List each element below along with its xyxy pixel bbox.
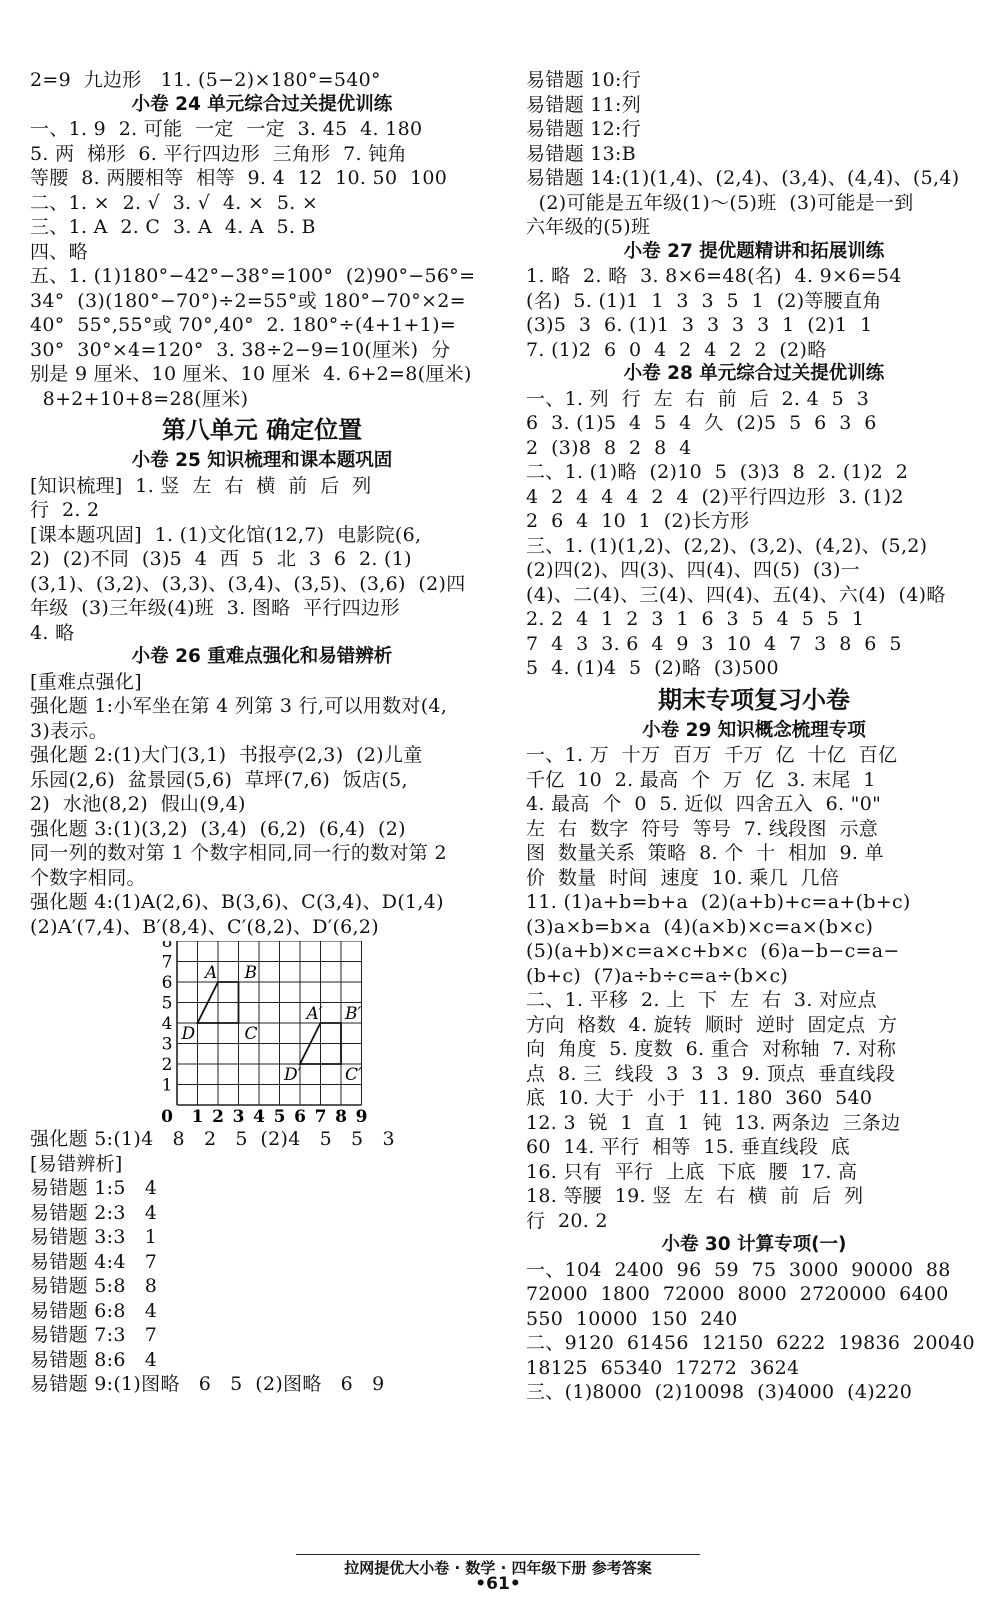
answer-line: 图 数量关系 策略 8. 个 十 相加 9. 单 <box>526 842 884 864</box>
coordinate-grid-figure <box>30 941 494 1123</box>
answer-line: 2) 水池(8,2) 假山(9,4) <box>30 793 246 815</box>
answer-line: 方向 格数 4. 旋转 顺时 逆时 固定点 方 <box>526 1013 898 1036</box>
left-column <box>30 68 494 1397</box>
answer-line: 强化题 3:(1)(3,2) (3,4) (6,2) (6,4) (2) <box>30 817 406 840</box>
answer-line: (2)可能是五年级(1)～(5)班 (3)可能是一到 <box>526 191 914 214</box>
answer-line: 一、1. 9 2. 可能 一定 一定 3. 45 4. 180 <box>30 118 423 140</box>
answer-line: 二、1. × 2. √ 3. √ 4. × 5. × <box>30 191 319 214</box>
answer-line: 5 4. (1)4 5 (2)略 (3)500 <box>526 657 779 679</box>
answer-line: 34° (3)(180°−70°)÷2=55°或 180°−70°×2= <box>30 289 466 312</box>
answer-line: 2. 2 4 1 2 3 1 6 3 5 4 5 5 1 <box>526 608 865 630</box>
section-heading: 小卷 29 知识概念梳理专项 <box>642 719 866 741</box>
answer-line: 72000 1800 72000 8000 2720000 6400 <box>526 1283 949 1305</box>
answer-line: 二、1. (1)略 (2)10 5 (3)3 8 2. (1)2 2 <box>526 461 909 483</box>
point-label: A <box>205 963 218 983</box>
x-tick-label: 0 <box>161 1107 173 1123</box>
answer-line: 行 20. 2 <box>526 1209 608 1232</box>
answer-line: 三、1. A 2. C 3. A 4. A 5. B <box>30 216 316 238</box>
point-label: B′ <box>345 1004 362 1024</box>
answer-line: 16. 只有 平行 上底 下底 腰 17. 高 <box>526 1160 858 1183</box>
x-tick-label: 9 <box>355 1107 368 1123</box>
answer-line: 六年级的(5)班 <box>526 216 651 238</box>
answer-line: 60 14. 平行 相等 15. 垂直线段 底 <box>526 1136 851 1158</box>
answer-line: 三、(1)8000 (2)10098 (3)4000 (4)220 <box>526 1381 913 1403</box>
answer-line: [课本题巩固] 1. (1)文化馆(12,7) 电影院(6, <box>30 523 422 546</box>
answer-line: 易错题 6:8 4 <box>30 1299 158 1322</box>
answer-line: 4 2 4 4 4 2 4 (2)平行四边形 3. (1)2 <box>526 485 904 508</box>
unit-title: 期末专项复习小卷 <box>658 685 850 714</box>
answer-line: 易错题 12:行 <box>526 118 642 140</box>
answer-line: 3)表示。 <box>30 719 109 742</box>
answer-line: (5)(a+b)×c=a×c+b×c (6)a−b−c=a− <box>526 940 900 962</box>
answer-line: 千亿 10 2. 最高 个 万 亿 3. 末尾 1 <box>526 768 876 791</box>
page-number: •61• <box>475 1574 521 1594</box>
answer-line: 向 角度 5. 度数 6. 重合 对称轴 7. 对称 <box>526 1038 897 1060</box>
answer-line: 易错题 7:3 7 <box>30 1324 158 1346</box>
answer-line: 价 数量 时间 速度 10. 乘几 几倍 <box>526 866 840 889</box>
x-tick-label: 3 <box>232 1107 245 1123</box>
answer-line: (2)A′(7,4)、B′(8,4)、C′(8,2)、D′(6,2) <box>30 915 379 938</box>
x-tick-label: 2 <box>212 1107 224 1123</box>
answer-line: 底 10. 大于 小于 11. 180 360 540 <box>526 1087 873 1109</box>
answer-line: 一、1. 列 行 左 右 前 后 2. 4 5 3 <box>526 387 870 410</box>
answer-line: 8+2+10+8=28(厘米) <box>30 387 249 410</box>
answer-line: 12. 3 锐 1 直 1 钝 13. 两条边 三条边 <box>526 1111 901 1134</box>
answer-line: 4. 略 <box>30 621 75 644</box>
unit-title: 第八单元 确定位置 <box>161 416 363 444</box>
answer-line: 乐园(2,6) 盆景园(5,6) 草坪(7,6) 饭店(5, <box>30 768 408 791</box>
answer-line: 五、1. (1)180°−42°−38°=100° (2)90°−56°= <box>30 265 476 287</box>
answer-line: 一、1. 万 十万 百万 千万 亿 十亿 百亿 <box>526 744 898 766</box>
right-column <box>526 68 982 1405</box>
answer-line: 易错题 13:B <box>526 142 636 165</box>
answer-line: 易错题 11:列 <box>526 93 642 116</box>
y-tick-label: 7 <box>161 952 173 973</box>
answer-line: (2)四(2)、四(3)、四(4)、四(5) (3)一 <box>526 559 860 581</box>
answer-line: 4. 最高 个 0 5. 近似 四舍五入 6. "0" <box>526 793 882 815</box>
answer-line: 强化题 1:小军坐在第 4 列第 3 行,可以用数对(4, <box>30 695 448 717</box>
section-heading: 小卷 30 计算专项(一) <box>661 1234 847 1255</box>
x-tick-label: 1 <box>191 1107 204 1123</box>
answer-line: 一、104 2400 96 59 75 3000 90000 88 <box>526 1258 951 1281</box>
answer-line: 二、1. 平移 2. 上 下 左 右 3. 对应点 <box>526 989 877 1011</box>
section-heading: 小卷 27 提优题精讲和拓展训练 <box>623 240 885 262</box>
grid-svg <box>30 941 494 1123</box>
y-tick-label: 3 <box>161 1034 173 1055</box>
answer-line: 40° 55°,55°或 70°,40° 2. 180°÷(4+1+1)= <box>30 314 457 336</box>
y-tick-label: 5 <box>161 993 173 1014</box>
answer-line: 易错题 3:3 1 <box>30 1226 158 1248</box>
point-label: D <box>181 1024 196 1044</box>
answer-line: (4)、二(4)、三(4)、四(4)、五(4)、六(4) (4)略 <box>526 583 946 606</box>
answer-line: 易错题 5:8 8 <box>30 1275 158 1297</box>
x-tick-label: 6 <box>294 1107 306 1123</box>
answer-line: 易错题 10:行 <box>526 69 642 91</box>
y-tick-label: 2 <box>161 1055 173 1075</box>
answer-line: 易错题 9:(1)图略 6 5 (2)图略 6 9 <box>30 1373 385 1395</box>
answer-line: 个数字相同。 <box>30 866 146 889</box>
point-label: D′ <box>284 1065 302 1085</box>
answer-line: 6 3. (1)5 4 5 4 久 (2)5 5 6 3 6 <box>526 412 877 434</box>
answer-line: 5. 两 梯形 6. 平行四边形 三角形 7. 钝角 <box>30 142 407 165</box>
answer-line: 易错题 4:4 7 <box>30 1250 158 1273</box>
answer-line: (3)5 3 6. (1)1 3 3 3 3 1 (2)1 1 <box>526 314 873 336</box>
answer-line: (3)a×b=b×a (4)(a×b)×c=a×(b×c) <box>526 915 874 938</box>
answer-line: (b+c) (7)a÷b÷c=a÷(b×c) <box>526 964 789 987</box>
answer-line: 18. 等腰 19. 竖 左 右 横 前 后 列 <box>526 1185 864 1207</box>
answer-line: 强化题 2:(1)大门(3,1) 书报亭(2,3) (2)儿童 <box>30 744 423 766</box>
x-tick-label: 5 <box>273 1107 286 1123</box>
answer-line: (3,1)、(3,2)、(3,3)、(3,4)、(3,5)、(3,6) (2)四 <box>30 572 466 595</box>
answer-line: [易错辨析] <box>30 1152 123 1175</box>
section-heading: 小卷 24 单元综合过关提优训练 <box>131 93 393 115</box>
answer-line: 别是 9 厘米、10 厘米、10 厘米 4. 6+2=8(厘米) <box>30 363 472 385</box>
y-tick-label: 1 <box>161 1075 173 1096</box>
answer-line: 等腰 8. 两腰相等 相等 9. 4 12 10. 50 100 <box>30 167 448 189</box>
answer-line: 左 右 数字 符号 等号 7. 线段图 示意 <box>526 817 879 840</box>
answer-line: 易错题 8:6 4 <box>30 1348 158 1371</box>
answer-line: 18125 65340 17272 3624 <box>526 1356 800 1379</box>
answer-line: [知识梳理] 1. 竖 左 右 横 前 后 列 <box>30 474 372 497</box>
answer-line: 二、9120 61456 12150 6222 19836 20040 <box>526 1332 975 1354</box>
section-heading: 小卷 26 重难点强化和易错辨析 <box>131 646 393 667</box>
answer-line: 1. 略 2. 略 3. 8×6=48(名) 4. 9×6=54 <box>526 265 902 287</box>
y-tick-label: 6 <box>161 973 173 993</box>
point-label: C <box>244 1024 258 1044</box>
answer-line: 年级 (3)三年级(4)班 3. 图略 平行四边形 <box>30 597 400 619</box>
answer-line: 2 6 4 10 1 (2)长方形 <box>526 510 750 532</box>
answer-line: 30° 30°×4=120° 3. 38÷2−9=10(厘米) 分 <box>30 338 451 361</box>
y-tick-label: 4 <box>161 1014 173 1034</box>
answer-line: 点 8. 三 线段 3 3 3 9. 顶点 垂直线段 <box>526 1062 896 1085</box>
answer-line: 强化题 5:(1)4 8 2 5 (2)4 5 5 3 <box>30 1128 395 1150</box>
answer-line: 550 10000 150 240 <box>526 1307 738 1330</box>
point-label: C′ <box>345 1065 362 1085</box>
answer-line: (名) 5. (1)1 1 3 3 5 1 (2)等腰直角 <box>526 289 882 312</box>
page-footer: 拉网提优大小卷 · 数学 · 四年级下册 参考答案 <box>296 1554 700 1578</box>
answer-line: 四、略 <box>30 240 88 263</box>
answer-line: 7 4 3 3. 6 4 9 3 10 4 7 3 8 6 5 <box>526 632 902 655</box>
x-tick-label: 7 <box>314 1107 327 1123</box>
answer-line: 2) (2)不同 (3)5 4 西 5 北 3 6 2. (1) <box>30 548 412 570</box>
x-tick-label: 8 <box>335 1107 347 1123</box>
answer-line: 易错题 1:5 4 <box>30 1177 158 1199</box>
answer-line: 强化题 4:(1)A(2,6)、B(3,6)、C(3,4)、D(1,4) <box>30 891 444 913</box>
point-label: A′ <box>306 1004 323 1024</box>
answer-line: 易错题 14:(1)(1,4)、(2,4)、(3,4)、(4,4)、(5,4) <box>526 167 960 189</box>
answer-line: 易错题 2:3 4 <box>30 1201 158 1224</box>
x-tick-label: 4 <box>253 1107 265 1123</box>
answer-line: 11. (1)a+b=b+a (2)(a+b)+c=a+(b+c) <box>526 891 911 913</box>
answer-line: 行 2. 2 <box>30 499 100 521</box>
answer-line: 2=9 九边形 11. (5−2)×180°=540° <box>30 69 381 91</box>
section-heading: 小卷 25 知识梳理和课本题巩固 <box>131 450 393 471</box>
point-label: B <box>244 963 257 983</box>
answer-line: 同一列的数对第 1 个数字相同,同一行的数对第 2 <box>30 842 447 864</box>
answer-line: 2 (3)8 8 2 8 4 <box>526 436 692 459</box>
answer-line: 三、1. (1)(1,2)、(2,2)、(3,2)、(4,2)、(5,2) <box>526 534 928 557</box>
section-heading: 小卷 28 单元综合过关提优训练 <box>623 363 885 384</box>
answer-line: 7. (1)2 6 0 4 2 4 2 2 (2)略 <box>526 338 827 361</box>
y-tick-label: 8 <box>161 941 173 952</box>
answer-line: [重难点强化] <box>30 670 142 693</box>
